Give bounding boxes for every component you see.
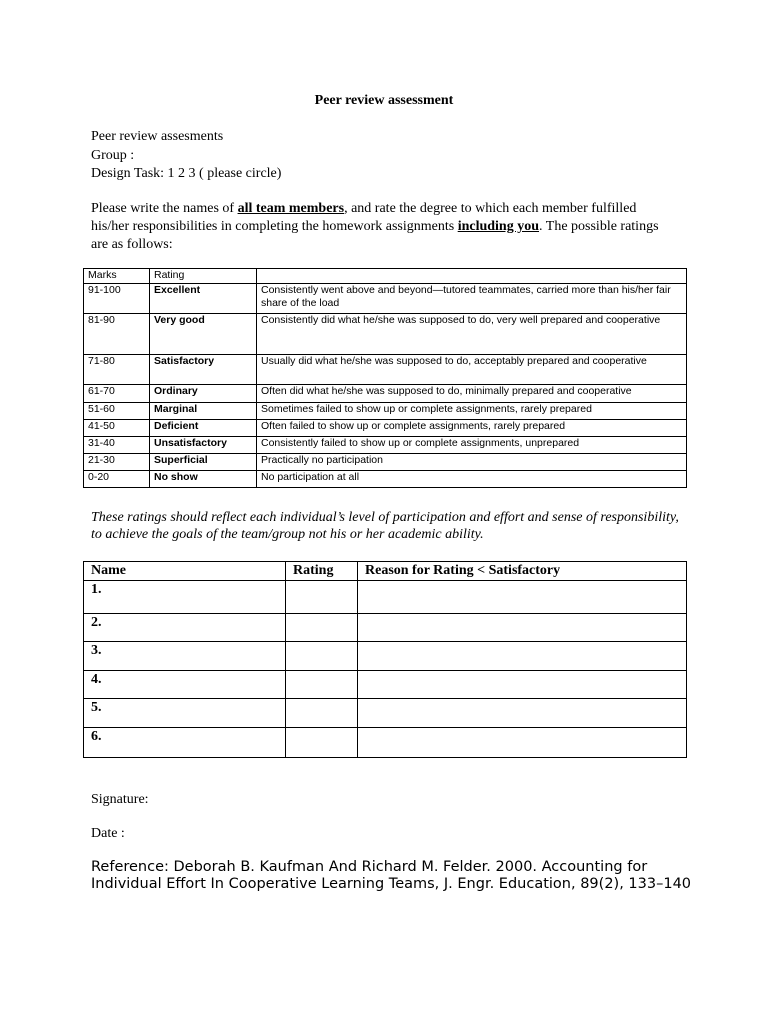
ratings-description: Sometimes failed to show up or complete assignments, rarely prepared bbox=[257, 403, 687, 420]
ratings-marks: 91-100 bbox=[84, 284, 150, 314]
names-rating-cell[interactable] bbox=[286, 699, 358, 728]
intro-paragraph bbox=[91, 200, 671, 254]
ratings-label: Very good bbox=[150, 314, 257, 355]
names-row-number: 3. bbox=[84, 642, 286, 671]
intro-part1: Please write the names of bbox=[91, 201, 238, 216]
ratings-label: Unsatisfactory bbox=[150, 437, 257, 454]
header-line-group: Group : bbox=[91, 148, 135, 163]
ratings-row bbox=[84, 471, 687, 488]
header-line-design-task: Design Task: 1 2 3 ( please circle) bbox=[91, 166, 282, 181]
names-reason-cell[interactable] bbox=[358, 671, 687, 699]
ratings-marks: 51-60 bbox=[84, 403, 150, 420]
ratings-label: Excellent bbox=[150, 284, 257, 314]
ratings-row bbox=[84, 420, 687, 437]
ratings-marks: 31-40 bbox=[84, 437, 150, 454]
ratings-description: Often did what he/she was supposed to do, minimally prepared and cooperative bbox=[257, 385, 687, 403]
intro-part2: , and rate the degree to which each member fulfilled his/her responsibilities in completing the homework assignments bbox=[91, 201, 637, 234]
names-row-number: 6. bbox=[84, 728, 286, 758]
ratings-description: Consistently failed to show up or complete assignments, unprepared bbox=[257, 437, 687, 454]
ratings-description: Usually did what he/she was supposed to do, acceptably prepared and cooperative bbox=[257, 355, 687, 385]
ratings-row bbox=[84, 314, 687, 355]
date-label: Date : bbox=[91, 826, 125, 841]
ratings-description: Consistently did what he/she was supposed to do, very well prepared and cooperative bbox=[257, 314, 687, 355]
names-header-name: Name bbox=[84, 562, 286, 581]
names-row-number: 4. bbox=[84, 671, 286, 699]
ratings-header-marks: Marks bbox=[84, 269, 150, 284]
names-reason-cell[interactable] bbox=[358, 699, 687, 728]
ratings-row bbox=[84, 284, 687, 314]
names-row bbox=[84, 671, 687, 699]
ratings-marks: 41-50 bbox=[84, 420, 150, 437]
ratings-row bbox=[84, 437, 687, 454]
names-row-number: 1. bbox=[84, 581, 286, 614]
ratings-label: Marginal bbox=[150, 403, 257, 420]
names-reason-cell[interactable] bbox=[358, 642, 687, 671]
ratings-header-row bbox=[84, 269, 687, 284]
names-reason-cell[interactable] bbox=[358, 614, 687, 642]
names-header-reason: Reason for Rating < Satisfactory bbox=[358, 562, 687, 581]
ratings-label: Superficial bbox=[150, 454, 257, 471]
ratings-description: Practically no participation bbox=[257, 454, 687, 471]
intro-bold-all-team-members: all team members bbox=[237, 201, 345, 216]
names-rating-cell[interactable] bbox=[286, 642, 358, 671]
names-row-number: 5. bbox=[84, 699, 286, 728]
names-row bbox=[84, 642, 687, 671]
names-reason-cell[interactable] bbox=[358, 728, 687, 758]
names-header-row bbox=[84, 562, 687, 581]
names-rating-cell[interactable] bbox=[286, 581, 358, 614]
names-row bbox=[84, 728, 687, 758]
document-title: Peer review assessment bbox=[314, 93, 454, 108]
ratings-label: Deficient bbox=[150, 420, 257, 437]
ratings-row bbox=[84, 355, 687, 385]
ratings-row bbox=[84, 385, 687, 403]
ratings-note: These ratings should reflect each individual’s level of participation and effort and sense of responsibility, to achieve the goals of the team/group not his or her academic ability. bbox=[91, 510, 679, 542]
ratings-row bbox=[84, 403, 687, 420]
ratings-description: Often failed to show up or complete assignments, rarely prepared bbox=[257, 420, 687, 437]
names-rating-cell[interactable] bbox=[286, 671, 358, 699]
ratings-description: Consistently went above and beyond—tutored teammates, carried more than his/her fair share of the load bbox=[257, 284, 687, 314]
names-rating-cell[interactable] bbox=[286, 614, 358, 642]
ratings-marks: 61-70 bbox=[84, 385, 150, 403]
ratings-header-description bbox=[257, 269, 687, 284]
names-row bbox=[84, 581, 687, 614]
reference-citation: Reference: Deborah B. Kaufman And Richard M. Felder. 2000. Accounting for Individual Effort In Cooperative Learning Teams, J. Engr. Education, 89(2), 133–140 bbox=[91, 859, 692, 892]
intro-bold-including-you: including you bbox=[457, 219, 540, 234]
signature-label: Signature: bbox=[91, 792, 149, 807]
names-row bbox=[84, 699, 687, 728]
names-table bbox=[83, 561, 687, 758]
ratings-label: No show bbox=[150, 471, 257, 488]
ratings-header-rating: Rating bbox=[150, 269, 257, 284]
names-rating-cell[interactable] bbox=[286, 728, 358, 758]
ratings-row bbox=[84, 454, 687, 471]
ratings-label: Satisfactory bbox=[150, 355, 257, 385]
names-row bbox=[84, 614, 687, 642]
ratings-marks: 0-20 bbox=[84, 471, 150, 488]
ratings-description: No participation at all bbox=[257, 471, 687, 488]
names-header-rating: Rating bbox=[286, 562, 358, 581]
ratings-label: Ordinary bbox=[150, 385, 257, 403]
names-reason-cell[interactable] bbox=[358, 581, 687, 614]
ratings-marks: 81-90 bbox=[84, 314, 150, 355]
intro-part3: . The possible ratings are as follows: bbox=[91, 219, 659, 252]
ratings-marks: 21-30 bbox=[84, 454, 150, 471]
header-line-assessments: Peer review assesments bbox=[91, 129, 224, 144]
ratings-marks: 71-80 bbox=[84, 355, 150, 385]
ratings-table bbox=[83, 268, 687, 488]
names-row-number: 2. bbox=[84, 614, 286, 642]
